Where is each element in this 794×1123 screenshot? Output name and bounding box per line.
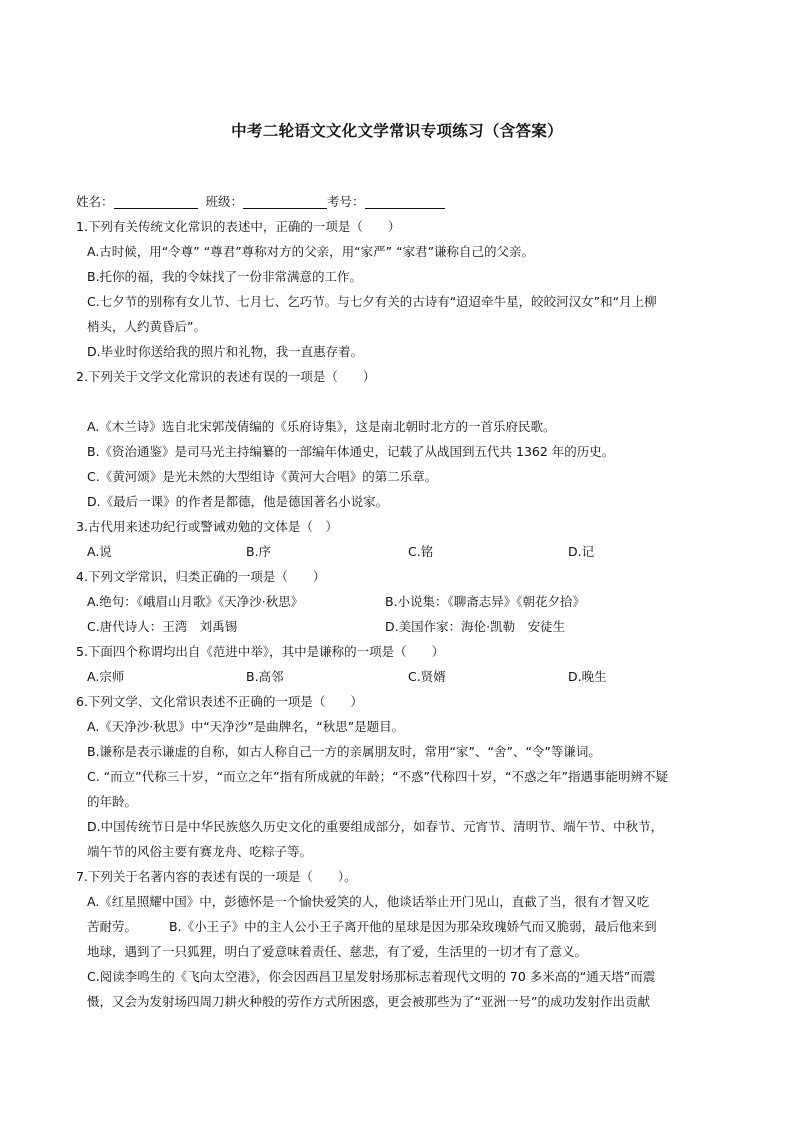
question-5-stem: 5.下面四个称谓均出自《范进中举》，其中是谦称的一项是（ ） [76,644,445,659]
question-1-option-d: D.毕业时你送给我的照片和礼物，我一直惠存着。 [87,344,364,359]
page-title: 中考二轮语文文化文学常识专项练习（含答案） [231,122,563,140]
question-7-option-c-line2: 慑，又会为发射场四周刀耕火种般的劳作方式所困惑，更会被那些为了“亚洲一号”的成功发射作出贡献 [87,994,650,1009]
question-7-option-b-line2: 地球，遇到了一只狐狸，明白了爱意味着责任、慈悲，有了爱，生活里的一切才有了意义。 [87,944,588,959]
question-5-options [76,664,726,689]
question-2-option-c: C.《黄河颂》是光未然的大型组诗《黄河大合唱》的第二乐章。 [87,469,438,484]
question-5-option-a: A.宗师 [87,669,125,684]
question-1-option-a: A.古时候，用“令尊” “尊君”尊称对方的父亲，用“家严” “家君”谦称自己的父亲。 [87,244,535,259]
question-6-stem: 6.下列文学、文化常识表述不正确的一项是（ ） [76,694,363,709]
question-2-stem: 2.下列关于文学文化常识的表述有误的一项是（ ） [76,369,376,384]
exercise-content [76,189,726,1014]
question-5-option-c: C.贤婿 [408,669,446,684]
question-4-options-row2 [76,614,726,639]
question-6-option-b: B.谦称是表示谦虚的自称，如古人称自己一方的亲属朋友时，常用“家”、“舍”、“令”等谦词。 [87,744,601,759]
question-4-option-c: C.唐代诗人：王湾 刘禹锡 [87,619,238,634]
name-blank[interactable] [114,193,198,209]
question-7-option-a-line2-b-line1 [76,914,726,939]
question-1-option-c-line2: 梢头，人约黄昏后”。 [87,319,206,334]
class-label: 班级： [205,194,244,209]
question-3-option-d: D.记 [568,544,595,559]
question-1-option-c-line1: C.七夕节的别称有女儿节、七月七、乞巧节。与七夕有关的古诗有“迢迢牵牛星，皎皎河汉女”和“月上柳 [87,294,657,309]
question-3-option-c: C.铭 [408,544,434,559]
question-5-option-b: B.高邻 [246,669,284,684]
student-info-line [76,189,726,214]
question-6-option-a: A.《天净沙·秋思》中“天净沙”是曲牌名，“秋思”是题目。 [87,719,405,734]
question-2-option-d: D.《最后一课》的作者是都德，他是德国著名小说家。 [87,494,389,509]
question-4-option-d: D.美国作家：海伦·凯勒 安徒生 [385,619,566,634]
question-7-option-a-line2: 苦耐劳。 [87,919,138,934]
question-3-option-a: A.说 [87,544,112,559]
name-label: 姓名： [76,194,114,209]
exam-number-blank[interactable] [365,193,445,209]
question-2-option-a: A.《木兰诗》选自北宋郭茂倩编的《乐府诗集》，这是南北朝时北方的一首乐府民歌。 [87,419,556,434]
question-4-option-b: B.小说集：《聊斋志异》《朝花夕拾》 [385,594,586,609]
question-2-option-b: B.《资治通鉴》是司马光主持编纂的一部编年体通史，记载了从战国到五代共 1362 年的历史。 [87,444,615,459]
question-7-option-b-line1: B.《小王子》中的主人公小王子离开他的星球是因为那朵玫瑰娇气而又脆弱，最后他来到 [169,919,657,934]
question-6-option-d-line1: D.中国传统节日是中华民族悠久历史文化的重要组成部分，如春节、元宵节、清明节、端午节、中秋节， [87,819,664,834]
question-7-option-a-line1: A.《红星照耀中国》中，彭德怀是一个愉快爱笑的人，他谈话举止开门见山，直截了当，很有才智又吃 [87,894,650,909]
question-1-stem: 1.下列有关传统文化常识的表述中，正确的一项是（ ） [76,219,401,234]
question-6-option-d-line2: 端午节的风俗主要有赛龙舟、吃粽子等。 [87,844,313,859]
question-4-option-a: A.绝句：《峨眉山月歌》《天净沙·秋思》 [87,594,304,609]
question-3-option-b: B.序 [246,544,272,559]
exam-number-label: 考号： [327,194,365,209]
question-4-stem: 4.下列文学常识，归类正确的一项是（ ） [76,569,326,584]
question-6-option-c-line1: C. “而立”代称三十岁，“而立之年”指有所成就的年龄；“不惑”代称四十岁，“不惑之年”指遇事能明辨不疑 [87,769,668,784]
class-blank[interactable] [243,193,327,209]
question-5-option-d: D.晚生 [568,669,607,684]
question-7-stem: 7.下列关于名著内容的表述有误的一项是（ ）。 [76,869,357,884]
question-6-option-c-line2: 的年龄。 [87,794,138,809]
question-1-option-b: B.托你的福，我的令妹找了一份非常满意的工作。 [87,269,363,284]
question-4-options-row1 [76,589,726,614]
question-3-options [76,539,726,564]
question-3-stem: 3.古代用来述功纪行或警诫劝勉的文体是（ ） [76,519,338,534]
question-7-option-c-line1: C.阅读李鸣生的《飞向太空港》，你会因西昌卫星发射场那标志着现代文明的 70 多米高的“通天塔”而震 [87,969,656,984]
